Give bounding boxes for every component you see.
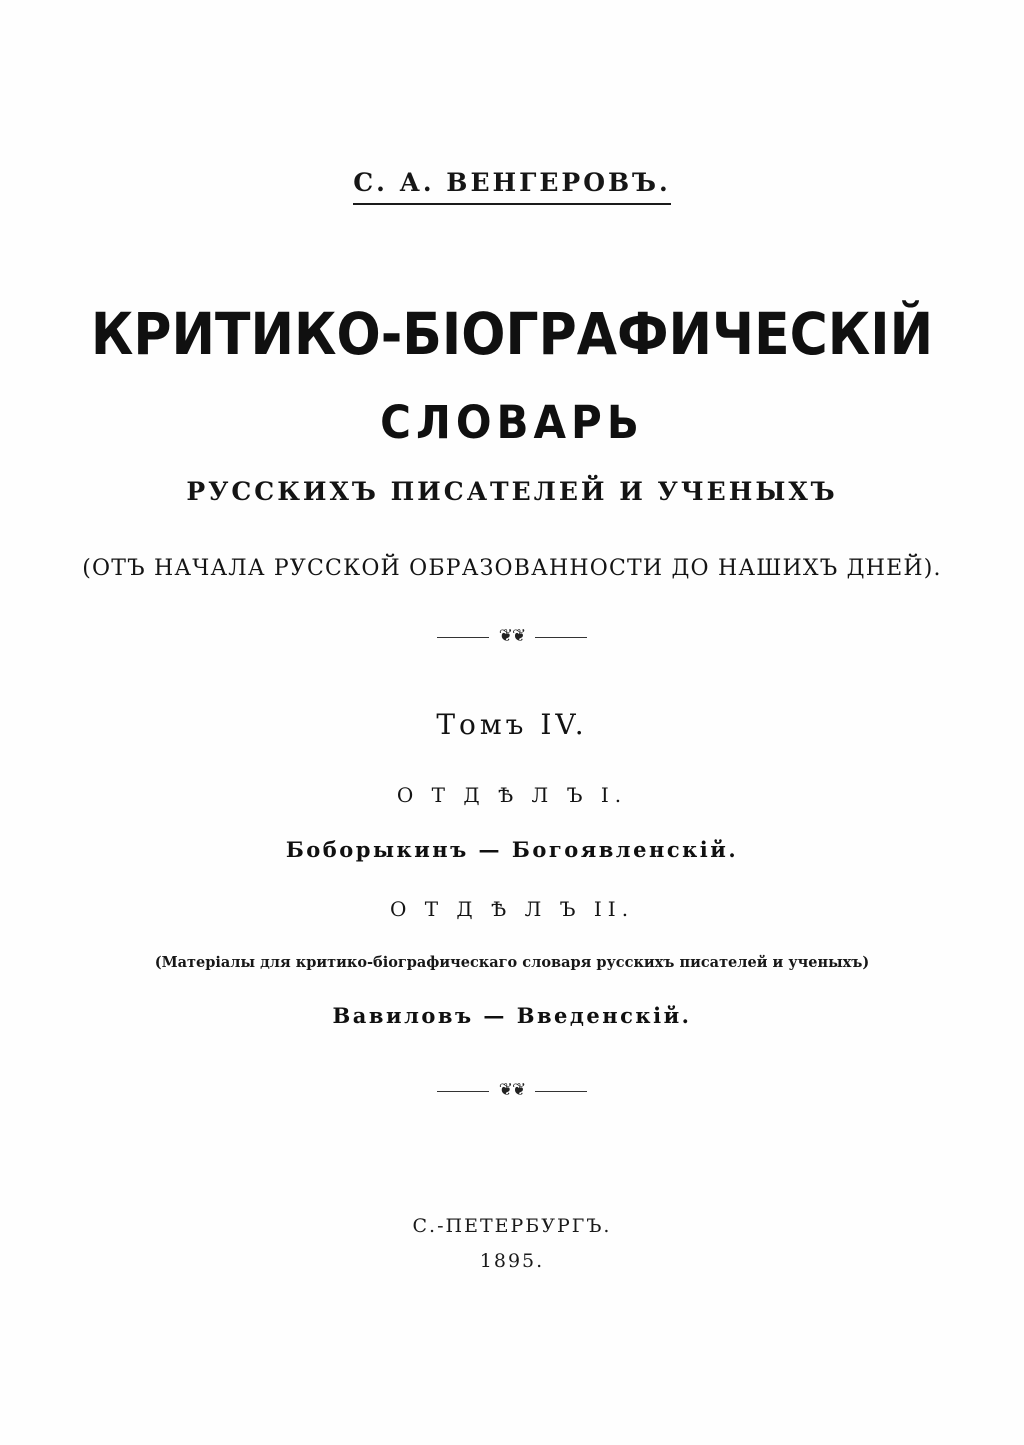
section-2-range: Вавиловъ — Введенскій. — [332, 1003, 692, 1028]
imprint-year: 1895. — [479, 1250, 545, 1272]
divider-line-left — [437, 1091, 489, 1092]
author-line-wrapper — [0, 168, 1024, 205]
title-line-2: СЛОВАРЬ — [380, 396, 644, 449]
title-line-1: КРИТИКО-БІОГРАФИЧЕСКІЙ — [90, 301, 934, 369]
divider-line-right — [535, 1091, 587, 1092]
floral-ornament-icon: ❦❦ — [498, 626, 526, 647]
section-1-range: Боборыкинъ — Богоявленскій. — [285, 837, 739, 862]
section-2-heading: О Т Д Ѣ Л Ъ II. — [389, 897, 635, 921]
section-2-note: (Матеріалы для критико-біографическаго словаря русскихъ писателей и ученыхъ) — [154, 954, 870, 971]
author-name: С. А. ВЕНГЕРОВЪ. — [353, 168, 671, 205]
imprint-city: С.-ПЕТЕРБУРГЪ. — [412, 1215, 612, 1237]
title-line-3: РУССКИХЪ ПИСАТЕЛЕЙ И УЧЕНЫХЪ — [186, 477, 838, 506]
divider-line-left — [437, 637, 489, 638]
divider-line-right — [535, 637, 587, 638]
title-line-4: (ОТЪ НАЧАЛА РУССКОЙ ОБРАЗОВАННОСТИ ДО НАШИХЪ ДНЕЙ). — [82, 556, 942, 581]
ornament-divider-bottom — [0, 1080, 1024, 1102]
floral-ornament-icon: ❦❦ — [498, 1080, 526, 1101]
volume-label: Томъ IV. — [436, 708, 588, 741]
section-1-heading: О Т Д Ѣ Л Ъ I. — [396, 783, 628, 807]
ornament-divider-top — [0, 626, 1024, 648]
